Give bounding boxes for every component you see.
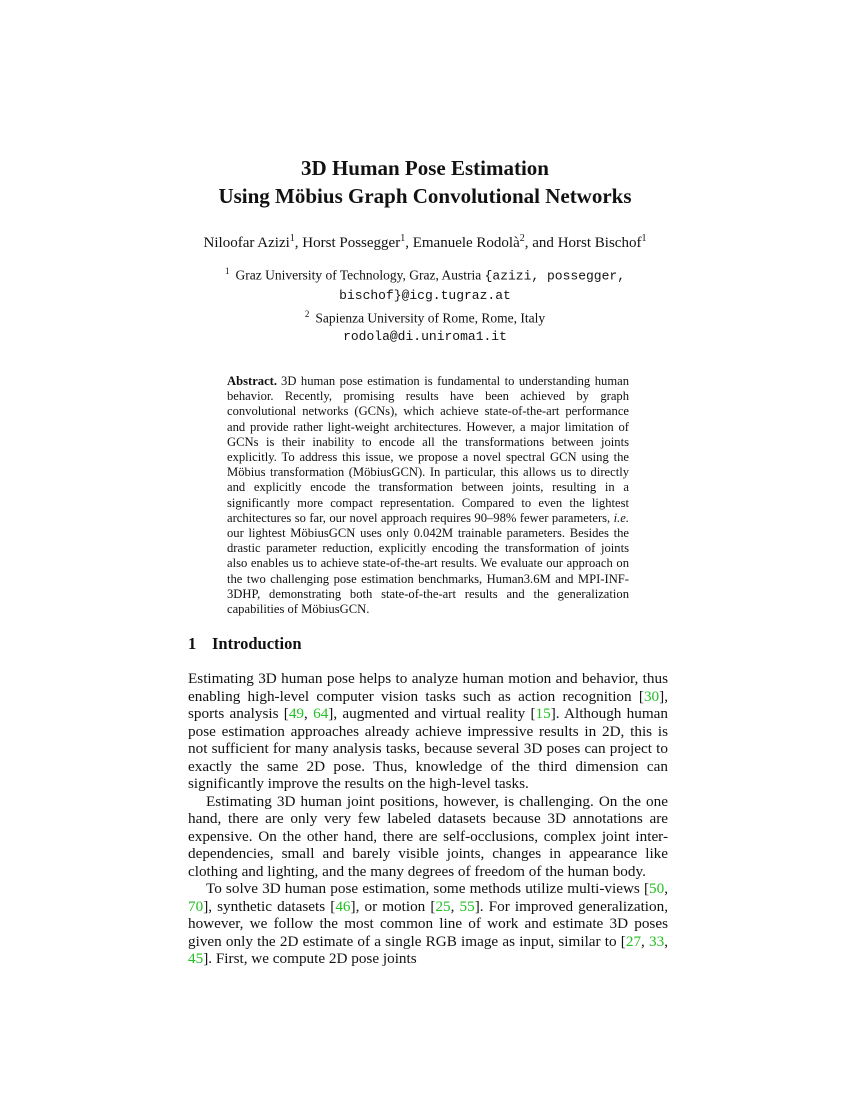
citation-link[interactable]: 50: [649, 880, 665, 897]
abstract-label: Abstract.: [227, 374, 278, 388]
author-affiliation-mark: 1: [641, 233, 647, 244]
author-separator: ,: [294, 235, 303, 251]
paragraph: To solve 3D human pose estimation, some methods utilize multi-views [50, 70], synthetic datasets [46], or motion [25, 55]. For improved generalization, however, we follow the most common line of work and estimate 3D poses given only the 2D estimate of a single RGB image as input, similar to [27, 33, 45]. First, we compute 2D pose joints: [188, 880, 669, 967]
affiliations: [0, 262, 850, 346]
affiliation-name: Sapienza University of Rome, Rome, Italy: [315, 310, 546, 325]
author-affiliation-mark: 1: [400, 233, 406, 244]
affiliation-email[interactable]: rodola@di.uniroma1.it: [343, 329, 507, 344]
text-run: ], augmented and virtual reality [: [328, 705, 536, 722]
affiliation-1: [0, 262, 850, 286]
text-run: To solve 3D human pose estimation, some methods utilize multi-views [: [206, 880, 650, 897]
citation-link[interactable]: 25: [435, 897, 451, 915]
affiliation-number: 2: [304, 308, 310, 319]
text-run: ], sports analysis [: [188, 687, 668, 722]
affiliation-email[interactable]: bischof}@icg.tugraz.at: [339, 287, 511, 303]
abstract: [227, 374, 629, 617]
citation-link[interactable]: 33: [649, 932, 665, 950]
paragraph: Estimating 3D human pose helps to analyze human motion and behavior, thus enabling high-level computer vision tasks such as action recognition [30], sports analysis [49, 64], augmented and virtual reality [15]. Although human pose estimation approaches already achieve impressive results in 2D, this is not sufficient for many analysis tasks, because several 3D poses can project to exactly the same 2D pose. Thus, knowledge of the third dimension can significantly improve the results on the high-level tasks.: [188, 670, 669, 792]
author-list: [0, 233, 850, 252]
author-name: Horst Possegger: [302, 235, 401, 251]
affiliation-number: 1: [224, 266, 230, 276]
citation-link[interactable]: 30: [643, 687, 660, 705]
author-separator: , and: [524, 235, 558, 251]
affiliation-2: [0, 305, 850, 328]
citation-link[interactable]: 55: [459, 897, 475, 915]
citation-link[interactable]: 46: [335, 897, 351, 915]
citation-link[interactable]: 15: [535, 705, 551, 722]
text-run: ]. First, we compute 2D pose joints: [203, 950, 417, 967]
text-run: Estimating 3D human pose helps to analyze human motion and behavior, thus enabling high-level computer vision tasks such as action recognition [: [188, 670, 668, 705]
title-line-2: Using Möbius Graph Convolutional Networks: [218, 184, 632, 208]
abstract-ie: i.e.: [613, 510, 629, 525]
citation-link[interactable]: 45: [188, 950, 204, 967]
citation-link[interactable]: 49: [288, 705, 305, 722]
paper-title: [0, 154, 850, 210]
body-text: [188, 670, 668, 968]
citation-link[interactable]: 70: [188, 897, 204, 915]
paragraph: Estimating 3D human joint positions, however, is challenging. On the one hand, there are only very few labeled datasets because 3D annotations are expensive. On the other hand, there are self-occlusions, complex joint inter-dependencies, small and barely visible joints, changes in appearance like clothing and lighting, and the many degrees of freedom of the human body.: [188, 792, 668, 880]
author-name: Niloofar Azizi: [203, 235, 290, 251]
text-run: ], or motion [: [350, 897, 436, 915]
section-heading: [188, 634, 302, 654]
abstract-text: 3D human pose estimation is fundamental to understanding human behavior. Recently, promising results have been achieved by graph convolutional networks (GCNs), which achieve state-of-the-art performance and provide rather light-weight architectures. However, a major limitation of GCNs is their inability to encode all the transformations between joints explicitly. To address this issue, we propose a novel spectral GCN using the Möbius transformation (MöbiusGCN). In particular, this allows us to directly and explicitly encode the transformation between joints, resulting in a significantly more compact representation. Compared to even the lightest architectures so far, our novel approach requires 90–98% fewer parameters,: [227, 374, 629, 525]
section-number: 1: [188, 634, 197, 653]
affiliation-name: Graz University of Technology, Graz, Austria: [235, 267, 482, 283]
citation-link[interactable]: 27: [625, 932, 642, 950]
citation-link[interactable]: 64: [313, 705, 329, 722]
title-line-1: 3D Human Pose Estimation: [301, 156, 549, 180]
author-name: Horst Bischof: [557, 235, 642, 251]
author-affiliation-mark: 1: [289, 233, 295, 244]
author-affiliation-mark: 2: [519, 233, 525, 244]
text-run: ]. For improved generalization, however, we follow the most common line of work and estimate 3D poses given only the 2D estimate of a single RGB image as input, similar to [: [188, 897, 668, 950]
text-run: ], synthetic datasets [: [203, 897, 336, 915]
abstract-text: our lightest MöbiusGCN uses only 0.042M trainable parameters. Besides the drastic parameter reduction, explicitly encoding the transformation of joints also enables us to achieve state-of-the-art results. We evaluate our approach on the two challenging pose estimation benchmarks, Human3.6M and MPI-INF-3DHP, demonstrating both state-of-the-art results and the generalization capabilities of MöbiusGCN.: [227, 526, 629, 617]
author-name: Emanuele Rodolà: [412, 235, 520, 251]
affiliation-email[interactable]: {azizi, possegger,: [484, 268, 626, 284]
section-title: Introduction: [212, 634, 302, 653]
author-separator: ,: [405, 235, 413, 251]
text-run: ]. Although human pose estimation approaches already achieve impressive results in 2D, this is not sufficient for many analysis tasks, because several 3D poses can project to exactly the same 2D pose. Thus, knowledge of the third dimension can significantly improve the results on the high-level tasks.: [188, 705, 669, 792]
